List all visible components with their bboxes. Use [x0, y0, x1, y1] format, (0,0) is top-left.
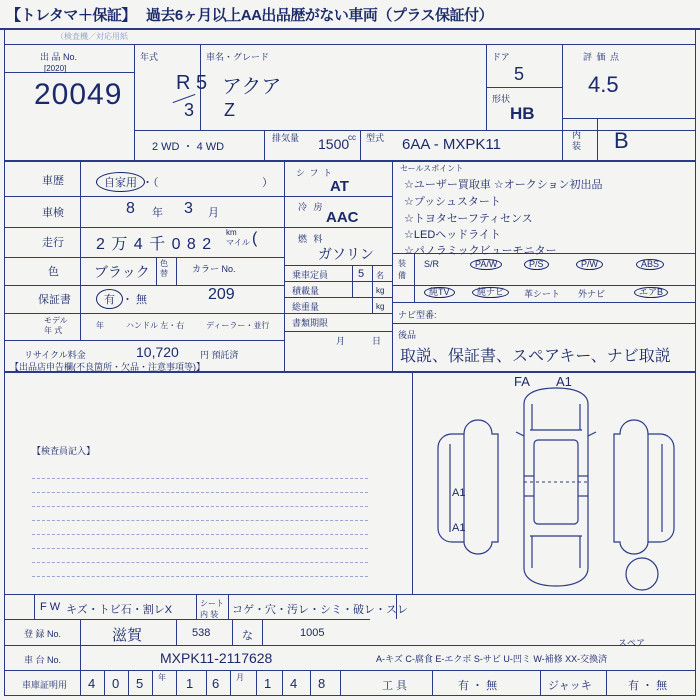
rule — [4, 160, 696, 162]
sales-item-1: ☆プッシュスタート — [404, 196, 501, 208]
inspection-year-unit: 年 — [152, 207, 163, 219]
rule — [310, 670, 311, 695]
rule — [176, 619, 177, 645]
rule — [284, 313, 392, 314]
equip-extnavi: 外ナビ — [578, 289, 606, 299]
model-year-label: モデル 年 式 — [44, 316, 68, 335]
mileage-label: 走行 — [42, 237, 64, 249]
declaration-note: 【出品店申告欄(不良箇所・欠品・注意事項等)】 — [10, 362, 205, 372]
banner-right-text: 過去6ヶ月以上AA出品歴がない車両（プラス保証付） — [145, 6, 493, 24]
docs-month-unit: 月 — [336, 336, 346, 346]
shift-value: AT — [330, 178, 349, 195]
history-value — [96, 172, 145, 192]
rule — [262, 619, 263, 645]
disp-unit: cc — [348, 133, 356, 142]
door-label: ドア — [492, 52, 510, 62]
banner-left-text: 【トレタマ＋保証】 — [6, 6, 136, 24]
sales-item-3: ☆LEDヘッドライト — [404, 229, 501, 241]
rule — [256, 670, 257, 695]
month-value: 3 — [184, 100, 195, 120]
capacity-unit: 名 — [376, 271, 384, 280]
rule — [104, 670, 105, 695]
rule — [370, 670, 696, 671]
equip-pw — [576, 259, 603, 270]
dealer-label: ディーラー・並行 — [206, 321, 270, 330]
rule — [284, 281, 392, 282]
registration-num2: 1005 — [300, 627, 325, 639]
inspection-year-value: 8 — [126, 200, 135, 217]
shift-label: シ フ ト — [296, 168, 334, 178]
cert-label: 車庫証明用 — [22, 680, 68, 690]
rule — [4, 313, 284, 314]
equip-ps-oval: P/S — [524, 259, 549, 270]
diagram-label-a1-1: A1 — [452, 487, 466, 499]
rule — [228, 594, 229, 619]
rule — [392, 285, 696, 286]
equip-abs-oval: ABS — [636, 259, 664, 270]
history-value-oval: 自家用 — [96, 172, 145, 192]
equip-label: 装 備 — [398, 259, 406, 280]
history-label: 車歴 — [42, 175, 64, 187]
ac-label: 冷 房 — [298, 202, 325, 212]
model-value: 6AA - MXPK11 — [402, 136, 501, 153]
rule — [230, 670, 231, 695]
equip-navi-oval: 純ナビ — [472, 287, 509, 298]
spare-label: スペア — [618, 638, 646, 648]
rule — [597, 118, 598, 160]
after-value: 取説、保証書、スペアキー、ナビ取説 — [400, 348, 671, 365]
rule — [80, 160, 81, 340]
exhibit-year-tag: [2020] — [44, 64, 67, 73]
interior-value: B — [614, 128, 629, 153]
banner — [0, 0, 700, 30]
rule — [4, 340, 284, 341]
equip-sr: S/R — [424, 259, 440, 269]
equip-paw-oval: PA/W — [470, 259, 502, 270]
drive-label: 2 WD ・ 4 WD — [152, 141, 225, 153]
disp-value: 1500 — [318, 136, 350, 152]
fw-items: キズ・トビ石・割レX — [66, 604, 173, 616]
fuel-value: ガソリン — [318, 246, 374, 262]
inspector-line — [32, 506, 368, 507]
cert-cell-8: 4 — [290, 676, 298, 691]
chassis-label: 車 台 No. — [24, 655, 62, 665]
rule — [562, 44, 563, 160]
diagram-label-a1-2: A1 — [452, 522, 466, 534]
rule — [414, 253, 415, 302]
warranty-yes-oval: 有 — [96, 289, 123, 309]
inspector-line — [32, 492, 368, 493]
recycle-label: リサイクル料金 — [24, 350, 86, 360]
recycle-value: 10,720 — [136, 344, 179, 360]
seat-label: シート 内 装 — [200, 599, 224, 619]
rule — [4, 285, 284, 286]
model-year-unit: 年 — [96, 321, 104, 330]
rule — [4, 670, 370, 671]
year-value: R 5 — [176, 72, 208, 94]
registration-num1: 538 — [192, 627, 211, 639]
rule — [284, 331, 392, 332]
shape-value: HB — [510, 104, 535, 123]
rule — [282, 670, 283, 695]
door-value: 5 — [514, 64, 525, 84]
rule — [392, 302, 696, 303]
load-unit: kg — [376, 286, 385, 295]
exhibit-label: 出 品 No. — [40, 52, 78, 62]
equip-airbag — [634, 287, 668, 298]
equip-ps — [524, 259, 549, 270]
rule — [34, 594, 35, 619]
inspection-label: 車検 — [42, 207, 64, 219]
jack-value: 有 ・ 無 — [628, 680, 668, 692]
cert-cell-1: 0 — [112, 676, 120, 691]
equip-tv — [424, 287, 455, 298]
inspector-line — [32, 520, 368, 521]
rule — [264, 130, 265, 160]
year-label: 年式 — [140, 52, 159, 62]
ac-value: AAC — [326, 209, 359, 226]
rule — [196, 594, 197, 619]
rule — [152, 670, 153, 695]
rule — [606, 670, 607, 695]
navi-model-label: ナビ型番: — [398, 310, 437, 320]
car-diagram — [420, 378, 692, 594]
recycle-unit: 円 預託済 — [200, 350, 239, 360]
rule — [562, 118, 696, 119]
handle-label: ハンドル 左・右 — [126, 321, 185, 330]
weight-unit: kg — [376, 302, 385, 311]
history-value2: ・（ — [142, 177, 159, 189]
rule — [4, 257, 284, 258]
cert-cell-0: 4 — [88, 676, 96, 691]
rule — [370, 645, 696, 646]
rule — [80, 619, 81, 695]
diagram-label-fa: FA — [514, 374, 530, 389]
jack-label: ジャッキ — [548, 680, 592, 692]
rule — [352, 265, 353, 297]
sales-item-0: ☆ユーザー買取車 ☆オークション初出品 — [404, 179, 603, 191]
fw-tail: コゲ・穴・汚レ・シミ・破レ・スレ — [232, 604, 408, 616]
registration-kana: な — [242, 630, 253, 642]
after-label: 後品 — [398, 330, 417, 340]
inspection-month-unit: 月 — [208, 207, 219, 219]
model-label: 型式 — [366, 133, 385, 143]
equip-navi — [472, 287, 509, 298]
capacity-label: 乗車定員 — [292, 270, 329, 280]
load-label: 積載量 — [292, 286, 320, 296]
inspector-line — [32, 478, 368, 479]
capacity-value: 5 — [358, 268, 365, 280]
rule — [232, 619, 233, 645]
tool-value: 有 ・ 無 — [458, 680, 498, 692]
warranty-label: 保証書 — [38, 294, 71, 306]
diagram-label-a1-top: A1 — [556, 374, 572, 389]
cert-cell-6: 月 — [236, 673, 244, 682]
rule — [284, 227, 392, 228]
grade-value: Z — [224, 100, 235, 120]
rule — [4, 594, 696, 595]
rule — [4, 72, 134, 73]
warranty-no: ・ 無 — [122, 294, 148, 306]
faint-header-text: （検査機／対応用紙 — [56, 32, 128, 41]
mileage-unit: km マイル — [226, 228, 250, 247]
cert-cell-9: 8 — [318, 676, 326, 691]
rule — [284, 265, 392, 266]
warranty-number: 209 — [208, 286, 235, 303]
registration-prefecture: 滋賀 — [112, 627, 143, 644]
name-value: アクア — [222, 76, 282, 98]
rule — [392, 323, 696, 324]
equip-leather: 革シート — [524, 289, 561, 299]
rule — [4, 645, 370, 646]
inspector-line — [32, 534, 368, 535]
cert-cell-5: 6 — [212, 676, 220, 691]
rule — [128, 670, 129, 695]
rule — [540, 670, 541, 695]
inspection-month-value: 3 — [184, 200, 193, 217]
warranty-yes — [96, 289, 123, 309]
tool-label: 工 具 — [382, 680, 408, 692]
rule — [176, 670, 177, 695]
equip-airbag-oval: エアB — [634, 287, 668, 298]
rule — [432, 670, 433, 695]
rule — [284, 297, 392, 298]
inspector-line — [32, 562, 368, 563]
cert-cell-7: 1 — [264, 676, 272, 691]
rule — [4, 619, 370, 620]
rule — [134, 130, 696, 131]
rule — [392, 160, 393, 371]
mileage-paren: ( — [252, 230, 258, 247]
exhibit-number: 20049 — [34, 78, 123, 111]
mileage-value: 2 万 4 千 0 8 2 — [96, 236, 213, 253]
docs-deadline-label: 書類期限 — [292, 318, 329, 328]
rule — [156, 257, 157, 285]
inspector-line — [32, 576, 368, 577]
rule — [486, 87, 562, 88]
docs-day-unit: 日 — [372, 336, 382, 346]
chassis-value: MXPK11-2117628 — [160, 650, 273, 666]
color-value: ブラック — [94, 264, 150, 280]
color-no-label: カラー No. — [192, 264, 236, 274]
color-label: 色 — [48, 266, 59, 278]
rule — [360, 130, 361, 160]
inspector-title: 【検査員記入】 — [32, 446, 96, 456]
fw-label: F W — [40, 601, 61, 613]
weight-label: 総重量 — [292, 302, 320, 312]
rule — [4, 44, 696, 45]
equip-pw-oval: P/W — [576, 259, 603, 270]
inspector-line — [32, 548, 368, 549]
shape-label: 形状 — [492, 94, 511, 104]
rule — [284, 196, 392, 197]
rule — [412, 373, 413, 594]
rule — [340, 670, 341, 695]
equip-abs — [636, 259, 664, 270]
cert-cell-4: 1 — [186, 676, 194, 691]
score-label: 評 価 点 — [583, 52, 621, 62]
sales-item-2: ☆トヨタセーフティセンス — [404, 213, 533, 225]
cert-cell-3: 年 — [158, 673, 166, 682]
rule — [134, 44, 135, 160]
cert-cell-2: 5 — [136, 676, 144, 691]
equip-tv-oval: 純TV — [424, 287, 455, 298]
equip-paw — [470, 259, 502, 270]
rule — [176, 257, 177, 285]
score-value: 4.5 — [588, 72, 619, 97]
history-value3: ） — [262, 177, 273, 189]
sales-item-4: ☆パノラミックビューモニター — [404, 245, 557, 257]
rule — [4, 196, 284, 197]
rule — [206, 670, 207, 695]
legend-text: A-キズ C-腐食 E-エクボ S-サビ U-凹ミ W-補修 XX-交換済 — [376, 654, 608, 664]
interior-label: 内 装 — [572, 130, 582, 151]
sales-title: セールスポイント — [400, 164, 464, 173]
car-diagram-svg — [420, 378, 692, 594]
disp-label: 排気量 — [272, 133, 300, 143]
fuel-label: 燃 料 — [298, 234, 325, 244]
color-change-label: 色 替 — [160, 259, 168, 278]
rule — [372, 265, 373, 313]
name-label: 車名・グレード — [206, 52, 270, 62]
registration-label: 登 録 No. — [24, 629, 62, 639]
